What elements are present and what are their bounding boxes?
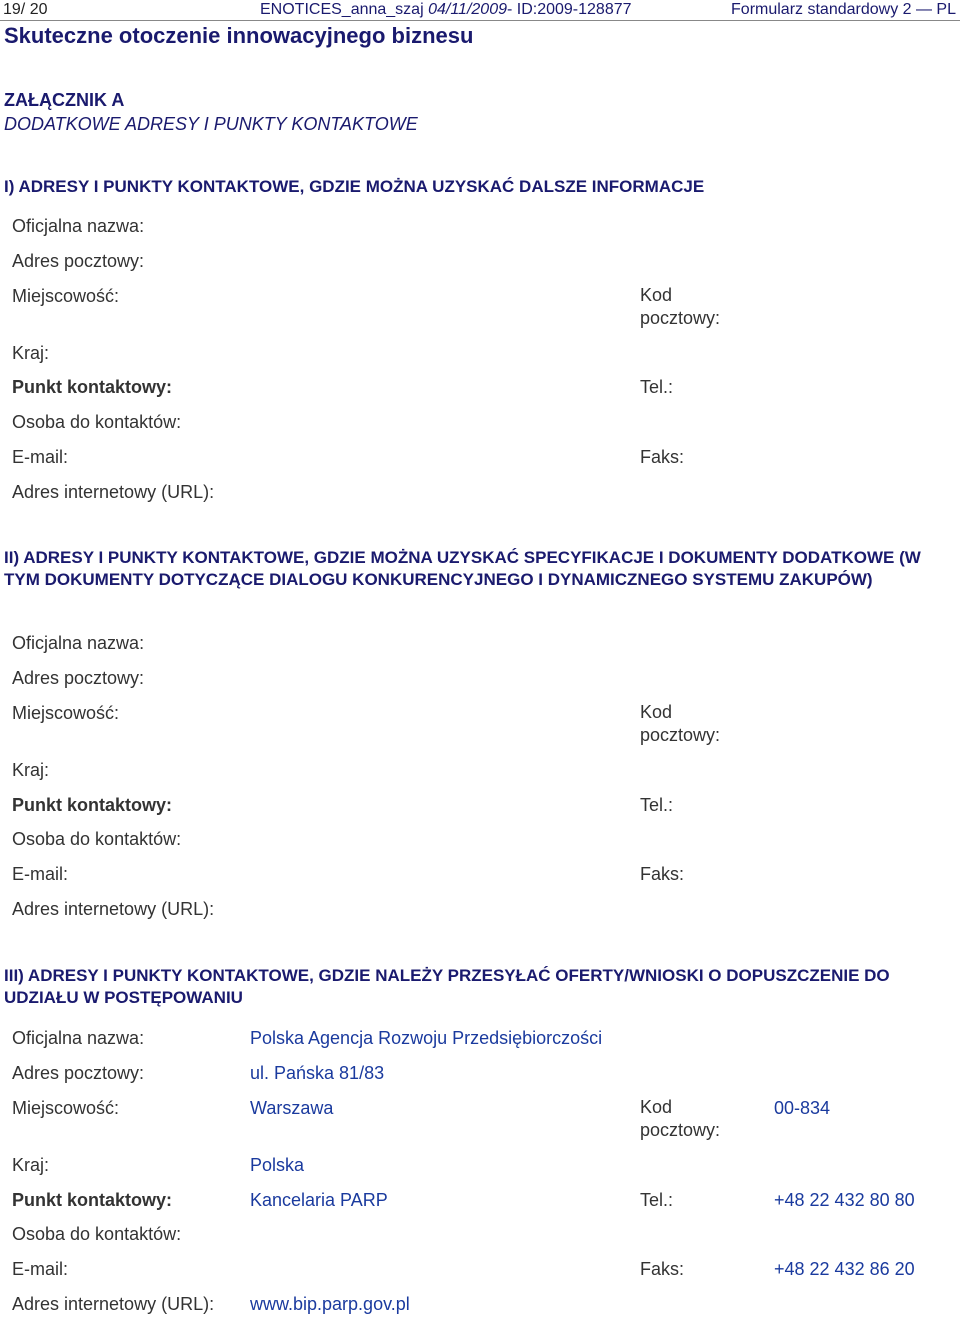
label-postcode: Kod pocztowy: [640, 285, 721, 328]
section-title: II) ADRESY I PUNKTY KONTAKTOWE, GDZIE MOŻNA UZYSKAĆ SPECYFIKACJE I DOKUMENTY DODATKOWE (W TYM DOKUMENTY DOTYCZĄCE DIALOGU KONKURENCYJNEGO I DYNAMICZNEGO SYSTEMU ZAKUPÓW) [4, 548, 921, 589]
notice-ref: - ID:2009-128877 [506, 1, 632, 18]
label-city: Miejscowość: [12, 286, 120, 306]
value-official-name: Polska Agencja Rozwoju Przedsiębiorczości [250, 1028, 603, 1048]
value-city: Warszawa [250, 1098, 334, 1118]
value-country: Polska [250, 1155, 305, 1175]
annex-title: ZAŁĄCZNIK A [4, 90, 125, 110]
form-name: Formularz standardowy 2 — PL [731, 1, 956, 18]
label-contact-person: Osoba do kontaktów: [12, 1224, 182, 1244]
label-email: E-mail: [12, 447, 69, 467]
label-postcode: Kod pocztowy: [640, 1097, 721, 1140]
label-postal-address: Adres pocztowy: [12, 668, 145, 688]
label-official-name: Oficjalna nazwa: [12, 216, 145, 236]
header-divider [0, 20, 960, 21]
label-fax: Faks: [640, 1259, 685, 1279]
label-country: Kraj: [12, 760, 50, 780]
document-title: Skuteczne otoczenie innowacyjnego biznesu [4, 23, 474, 48]
label-city: Miejscowość: [12, 1098, 120, 1118]
label-url: Adres internetowy (URL): [12, 899, 215, 919]
label-fax: Faks: [640, 864, 685, 884]
label-country: Kraj: [12, 343, 50, 363]
label-contact-person: Osoba do kontaktów: [12, 829, 182, 849]
label-country: Kraj: [12, 1155, 50, 1175]
label-contact-point: Punkt kontaktowy: [12, 1190, 173, 1210]
section-title: I) ADRESY I PUNKTY KONTAKTOWE, GDZIE MOŻNA UZYSKAĆ DALSZE INFORMACJE [4, 177, 705, 196]
notice-date: 04/11/2009 [428, 1, 507, 18]
label-tel: Tel.: [640, 795, 674, 815]
page-header [0, 0, 960, 22]
value-fax: +48 22 432 86 20 [774, 1259, 915, 1279]
section-title: III) ADRESY I PUNKTY KONTAKTOWE, GDZIE NALEŻY PRZESYŁAĆ OFERTY/WNIOSKI O DOPUSZCZENIE DO UDZIAŁU W POSTĘPOWANIU [4, 966, 890, 1007]
label-postal-address: Adres pocztowy: [12, 251, 145, 271]
label-official-name: Oficjalna nazwa: [12, 1028, 145, 1048]
label-official-name: Oficjalna nazwa: [12, 633, 145, 653]
value-tel: +48 22 432 80 80 [774, 1190, 915, 1210]
page-number: 19/ 20 [3, 1, 48, 18]
notice-reference [260, 0, 632, 20]
value-contact-point: Kancelaria PARP [250, 1190, 388, 1210]
value-postcode: 00-834 [774, 1098, 831, 1118]
label-contact-point: Punkt kontaktowy: [12, 377, 173, 397]
label-tel: Tel.: [640, 377, 674, 397]
label-url: Adres internetowy (URL): [12, 1294, 215, 1314]
label-email: E-mail: [12, 864, 69, 884]
annex-subtitle: DODATKOWE ADRESY I PUNKTY KONTAKTOWE [4, 114, 418, 134]
label-url: Adres internetowy (URL): [12, 482, 215, 502]
label-postcode: Kod pocztowy: [640, 702, 721, 745]
label-postal-address: Adres pocztowy: [12, 1063, 145, 1083]
label-tel: Tel.: [640, 1190, 674, 1210]
notice-id: ENOTICES_anna_szaj [260, 1, 424, 18]
label-fax: Faks: [640, 447, 685, 467]
label-email: E-mail: [12, 1259, 69, 1279]
label-contact-person: Osoba do kontaktów: [12, 412, 182, 432]
value-postal-address: ul. Pańska 81/83 [250, 1063, 385, 1083]
label-contact-point: Punkt kontaktowy: [12, 795, 173, 815]
label-city: Miejscowość: [12, 703, 120, 723]
value-url[interactable]: www.bip.parp.gov.pl [250, 1294, 410, 1314]
